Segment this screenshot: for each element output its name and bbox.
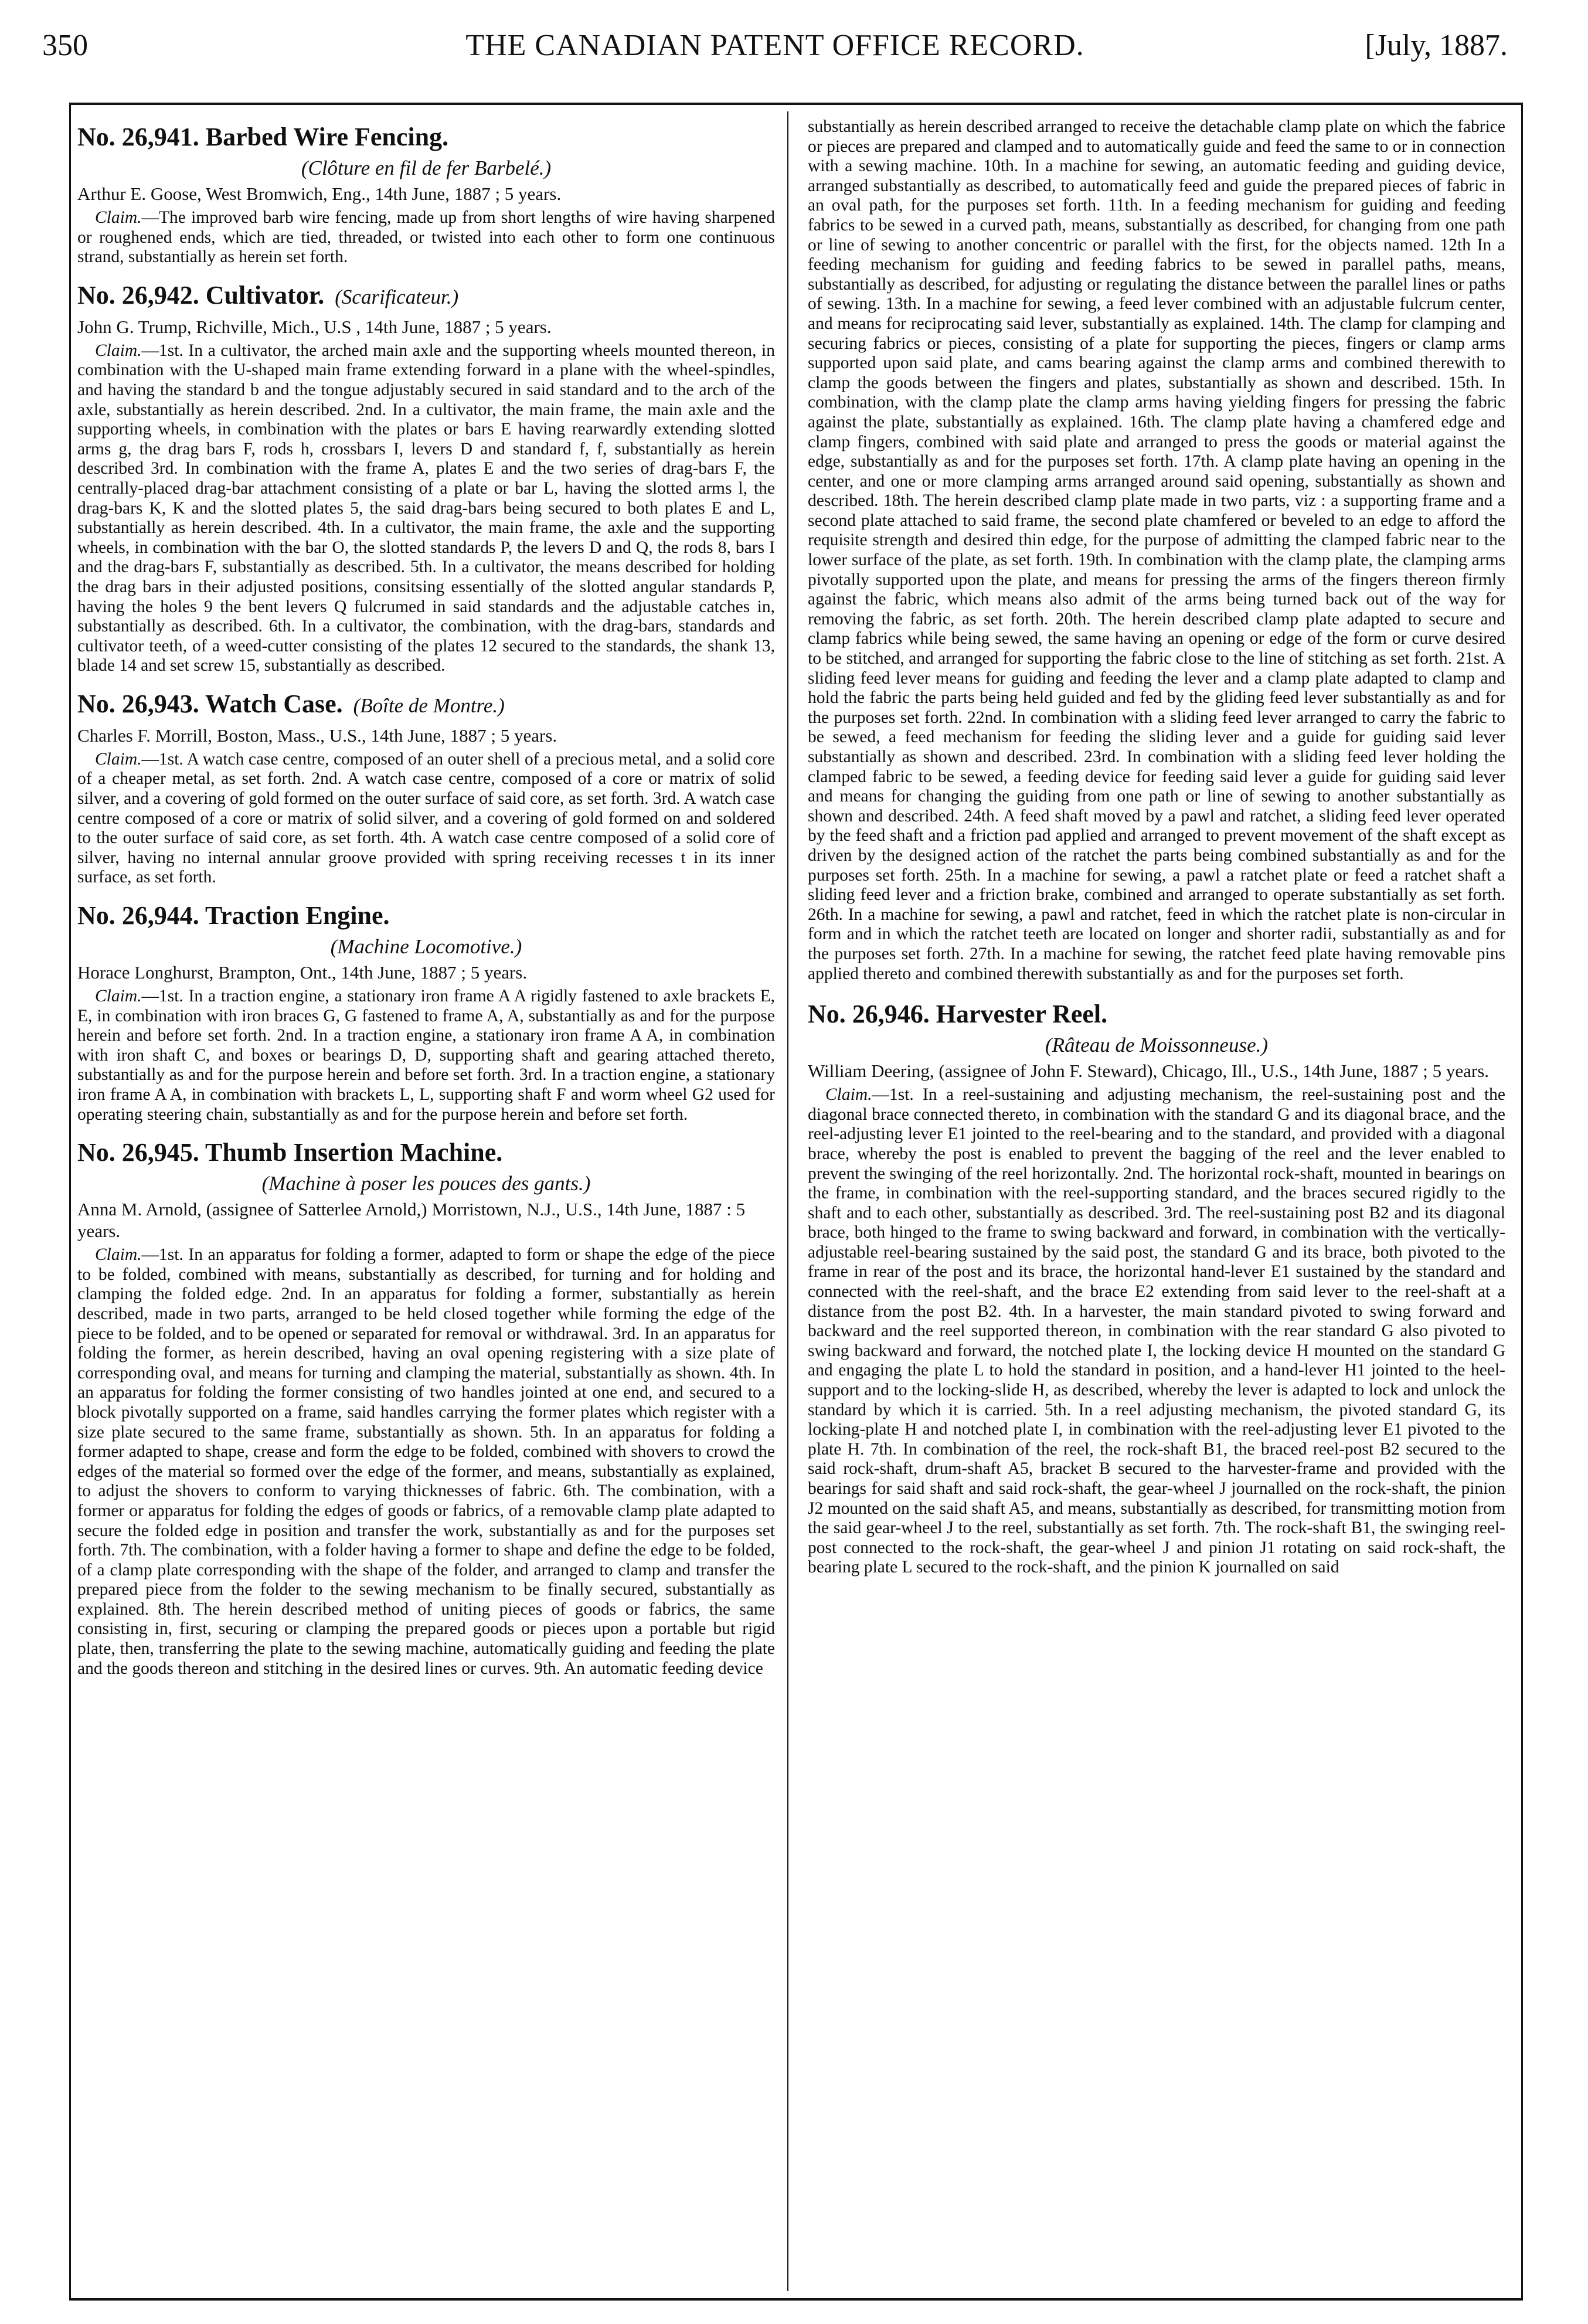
claim-text xyxy=(77,1245,775,1679)
inventor-line: Horace Longhurst, Brampton, Ont., 14th June, 1887 ; 5 years. xyxy=(77,962,528,983)
french-title: (Scarificateur.) xyxy=(335,285,459,308)
column-divider xyxy=(787,111,788,2291)
left-column xyxy=(77,117,775,2286)
claim-text xyxy=(77,750,775,888)
patent-title-text: No. 26,945. Thumb Insertion Machine. xyxy=(77,1138,503,1167)
inventor-line: Charles F. Morrill, Boston, Mass., U.S., 14th June, 1887 ; 5 years. xyxy=(77,725,557,746)
inventor-line: William Deering, (assignee of John F. Steward), Chicago, Ill., U.S., 14th June, 1887 ; 5 years. xyxy=(808,1061,1490,1082)
patent-entry xyxy=(77,901,775,1124)
claim-body: 1st. In a reel-sustaining and adjusting mechanism, the reel-sustaining post and the diagonal brace connected thereto, in combination with the standard G and its diagonal brace, and the reel-adjusting lever E1 jointed to the reel-bearing and to the standard, and provided with a diagonal brace, whereby the post is enabled to prevent the bagging of the reel and the lever enabled to prevent the swinging of the reel horizontally. 2nd. The horizontal rock-shaft, mounted in bearings on the frame, in combination with the reel-supporting standard, and the braces secured rigidly to the shaft and to each other, substantially as described. 3rd. The reel-sustaining post B2 and its diagonal brace, both hinged to the frame to swing backward and forward, in combination with the vertically-adjustable reel-bearing sustained by the said post, the standard G and its brace, both pivoted to the frame in rear of the post and its brace, the horizontal hand-lever E1 sustained by the standard and connected with the reel-shaft, and the brace E2 extending from said lever to the reel-shaft at a distance from the post B2. 4th. In a harvester, the main standard pivoted to swing forward and backward and the reel supported thereon, in combination with the rear standard G also pivoted to swing backward and forward, the notched plate I, the locking device H mounted on the standard G and engaging the plate L to hold the standard in position, and a hand-lever H1 jointed to the heel-support and to the locking-slide H, as described, whereby the lever is adapted to lock and unlock the standard by which it is carried. 5th. In a reel adjusting mechanism, the pivoted standard G, its locking-plate H and notched plate I, in combination with the reel-adjusting lever E1 pivoted to the plate H. 7th. In combination of the reel, the rock-shaft B1, the braced reel-post B2 secured to the said rock-shaft, drum-shaft A5, bracket B secured to the harvester-frame and provided with the bearings for said shaft and said rock-shaft, the gear-wheel J journalled on the rock-shaft, the pinion J2 mounted on the said shaft A5, and means, substantially as described, for transmitting motion from the said gear-wheel J to the reel, substantially as set forth. 7th. The rock-shaft B1, the swinging reel-post connected to the rock-shaft, the gear-wheel J and pinion J1 rotating on said rock-shaft, the bearing plate L secured to the rock-shaft, and the pinion K journalled on said xyxy=(808,1085,1505,1577)
patent-title xyxy=(77,901,775,931)
patent-title-text: No. 26,942. Cultivator. xyxy=(77,280,325,310)
patent-title-text: No. 26,943. Watch Case. xyxy=(77,689,343,718)
claim-label: Claim. xyxy=(825,1085,872,1105)
claim-dash: — xyxy=(872,1085,889,1105)
patent-title xyxy=(77,122,775,152)
claim-dash: — xyxy=(141,987,159,1006)
inventor-line: Arthur E. Goose, West Bromwich, Eng., 14th June, 1887 ; 5 years. xyxy=(77,184,562,204)
claim-text xyxy=(77,987,775,1124)
claim-dash: — xyxy=(141,749,159,769)
patent-title xyxy=(77,689,775,721)
claim-dash: — xyxy=(141,341,159,360)
patent-entry xyxy=(77,122,775,267)
claim-body: 1st. A watch case centre, composed of an outer shell of a precious metal, and a solid core of a cheaper metal, as set forth. 2nd. A watch case centre, composed of a core or matrix of solid silver, and a covering of gold formed on the outer surface of said core, as set forth. 3rd. A watch case centre composed of a core or matrix of solid silver, and a covering of gold formed on and soldered to the outer surface of said core, as set forth. 4th. A watch case centre composed of a solid core of silver, having no internal annular groove provided with spring receiving recesses t in its inner surface, as set forth. xyxy=(77,749,775,887)
claim-dash: — xyxy=(141,1245,159,1265)
claim-text xyxy=(808,1085,1505,1578)
claim-label: Claim. xyxy=(95,749,142,769)
french-subtitle: (Clôture en fil de fer Barbelé.) xyxy=(301,157,552,179)
patent-title xyxy=(808,999,1505,1030)
page-title: THE CANADIAN PATENT OFFICE RECORD. xyxy=(465,29,1084,62)
inventor-line: John G. Trump, Richville, Mich., U.S , 14th June, 1887 ; 5 years. xyxy=(77,316,552,337)
french-subtitle: (Machine Locomotive.) xyxy=(330,935,522,959)
continued-claim-text: substantially as herein described arranged to receive the detachable clamp plate on which the fabrice or pieces are prepared and clamped and to automatically guide and feed the same to or in connection with a sewing machine. 10th. In a machine for sewing, an automatic feeding and guiding device, arranged substantially as described, to automatically feed and guide the prepared pieces of fabric in an oval path, for the purposes set forth. 11th. In a feeding mechanism for guiding and feeding fabrics to be sewed in a curved path, means, substantially as described, for changing from one path or line of sewing to another concentric or parallel with the first, for the objects named. 12th In a feeding mechanism for guiding and feeding fabrics to be sewed in parallel paths, means, substantially as described, for adjusting or regulating the distance between the parallel lines or paths of sewing. 13th. In a machine for sewing, a feed lever combined with an adjustable fulcrum center, and means for reciprocating said lever, substantially as explained. 14th. The clamp for clamping and securing fabrics or pieces, consisting of a plate for supporting the pieces, fingers or clamp arms supported upon said plate, and cams bearing against the clamp arms and combined therewith to clamp the goods between the fingers and plates, substantially as shown and described. 15th. In combination, with the clamp plate the clamp arms having yielding fingers for pressing the fabric against the plate, substantially as explained. 16th. The clamp plate having a chamfered edge and clamp fingers, combined with said plate and arranged to press the goods or material against the edge, substantially as and for the purposes set forth. 17th. A clamp plate having an opening in the center, and one or more clamping arms arranged around said opening, substantially as shown and described. 18th. The herein described clamp plate made in two parts, viz : a supporting frame and a second plate attached to said frame, the second plate chamfered or beveled to an edge to afford the requisite strength and desired thin edge, for the purpose of admitting the clamped fabric near to the lower surface of the plate, as set forth. 19th. In combination with the clamp plate, the clamping arms pivotally supported upon the plate, and means for pressing the arms of the fingers thereon firmly against the fabric, which means also admit of the arms being turned back out of the way for removing the fabric, as set forth. 20th. The herein described clamp plate adapted to secure and clamp fabrics while being sewed, the same having an opening or edge of the form or curve desired to be stitched, and arranged for supporting the fabric close to the line of stitching as set forth. 21st. A sliding feed lever means for guiding and feeding the lever and a clamp plate adapted to clamp and hold the fabric the parts being held guided and fed by the gliding feed lever substantially as and for the purposes set forth. 22nd. In combination with a sliding feed lever arranged to carry the fabric to be sewed, a feed mechanism for feeding the sliding lever and a guide for guiding said lever substantially as shown and described. 23rd. In combination with a sliding feed lever holding the clamped fabric to be sewed, a feeding device for feeding said lever a guide for guiding said lever and means for changing the guiding from one path or line of sewing to another substantially as shown and described. 24th. A feed shaft moved by a pawl and ratchet, a sliding feed lever operated by the feed shaft and a friction pad applied and arranged to prevent movement of the shaft except as driven by the designed action of the ratchet the parts being combined substantially as and for the purposes set forth. 25th. In a machine for sewing, a pawl a ratchet plate or feed a ratchet shaft a sliding feed lever and a friction brake, combined and arranged to operate substantially as set forth. 26th. In a machine for sewing, a pawl and ratchet, feed in which the ratchet plate is non-circular in form and in which the ratchet teeth are located on longer and shorter radii, substantially as and for the purposes set forth. 27th. In a machine for sewing, the ratchet feed plate having removable pins applied thereto and combined therewith substantially as and for the purposes set forth. xyxy=(808,117,1505,983)
patent-entry xyxy=(77,280,775,676)
patent-entry xyxy=(808,999,1505,1578)
french-subtitle: (Râteau de Moissonneuse.) xyxy=(1045,1034,1269,1057)
claim-body: 1st. In an apparatus for folding a former, adapted to form or shape the edge of the piece to be folded, combined with means, substantially as described, for turning and for holding and clamping the folded edge. 2nd. In an apparatus for folding a former, substantially as herein described, made in two parts, arranged to be held closed together while forming the edge of the piece to be folded, and to be opened or separated for removal or withdrawal. 3rd. In an apparatus for folding the former, as herein described, having an oval opening registering with a size plate of corresponding oval, and means for turning and clamping the material, substantially as shown. 4th. In an apparatus for folding the former consisting of two handles jointed at one end, and secured to a block pivotally supported on a frame, said handles carrying the former plates which register with a size plate secured to the same frame, substantially as shown. 5th. In an apparatus for folding a former adapted to shape, crease and form the edge to be folded, combined with shovers to crowd the edges of the material so formed over the edge of the former, and means, substantially as explained, to adjust the shovers to conform to varying thicknesses of fabric. 6th. The combination, with a former or apparatus for folding the edges of goods or fabrics, of a removable clamp plate adapted to secure the folded edge in position and transfer the work, substantially as and for the purposes set forth. 7th. The combination, with a folder having a former to shape and define the edge to be folded, of a clamp plate corresponding with the shape of the folder, and arranged to clamp and transfer the prepared piece from the folder to the sewing mechanism to be finally secured, substantially as explained. 8th. The herein described method of uniting pieces of goods or fabrics, the same consisting in, first, securing or clamping the prepared goods or pieces upon a portable but rigid plate, then, transferring the plate to the sewing machine, automatically guiding and feeding the plate and the goods thereon and stitching in the desired lines or curves. 9th. An automatic feeding device xyxy=(77,1245,775,1678)
claim-text xyxy=(77,208,775,267)
patent-title-text: No. 26,946. Harvester Reel. xyxy=(808,1000,1108,1029)
claim-label: Claim. xyxy=(95,987,142,1006)
patent-title xyxy=(77,1137,775,1168)
claim-label: Claim. xyxy=(95,341,142,360)
patent-entry xyxy=(77,689,775,888)
page-header xyxy=(42,28,1508,69)
right-column xyxy=(808,117,1505,2286)
french-subtitle: (Machine à poser les pouces des gants.) xyxy=(261,1172,591,1195)
claim-dash: — xyxy=(141,208,159,227)
inventor-line: Anna M. Arnold, (assignee of Satterlee Arnold,) Morristown, N.J., U.S., 14th June, 1887 : 5 years. xyxy=(77,1199,746,1242)
claim-body: 1st. In a traction engine, a stationary iron frame A A rigidly fastened to axle brackets E, E, in combination with iron braces G, G fastened to frame A, A, substantially as and for the purpose herein and before set forth. 2nd. In a traction engine, a stationary iron frame A A, in combination with iron shaft C, and boxes or bearings D, D, supporting shaft and gearing attached thereto, substantially as and for the purpose herein and before set forth. 3rd. In a traction engine, a stationary iron frame A A, in combination with brackets L, L, supporting shaft F and worm wheel G2 used for operating steering chain, substantially as and for the purpose herein and before set forth. xyxy=(77,987,775,1124)
patent-title-text: No. 26,941. Barbed Wire Fencing. xyxy=(77,123,449,151)
patent-title xyxy=(77,280,775,312)
issue-date: [July, 1887. xyxy=(1365,29,1508,62)
claim-label: Claim. xyxy=(95,208,142,227)
page-number: 350 xyxy=(42,29,88,62)
claim-label: Claim. xyxy=(95,1245,142,1265)
french-title: (Boîte de Montre.) xyxy=(353,694,505,717)
patent-entry xyxy=(77,1137,775,1679)
claim-body: 1st. In a cultivator, the arched main axle and the supporting wheels mounted thereon, in combination with the U-shaped main frame extending forward in a plane with the wheel-spindles, and having the standard b and the tongue adjustably secured in said standard and to the arch of the axle, substantially as herein described. 2nd. In a cultivator, the main frame, the main axle and the supporting wheels, in combination with the plates or bars E having rearwardly extending slotted arms g, the drag bars F, rods h, crossbars I, levers D and standard f, f, substantially as herein described 3rd. In combination with the frame A, plates E and the two series of drag-bars F, the centrally-placed drag-bar attachment consisting of a plate or bar L, having the slotted arms l, the drag-bars K, K and the slotted plates 5, the said drag-bars being secured to both plates E and L, substantially as herein described. 4th. In a cultivator, the main frame, the axle and the supporting wheels, in combination with the bar O, the slotted standards P, the levers D and Q, the rods 8, bars I and the drag-bars F, substantially as described. 5th. In a cultivator, the means described for holding the drag bars in their adjusted positions, consitsing essentially of the slotted angular standards P, having the holes 9 the bent levers Q fulcrumed in said standards and the adjustable catches in, substantially as described. 6th. In a cultivator, the combination, with the drag-bars, standards and cultivator teeth, of a weed-cutter consisting of the plates 12 secured to the standards, the shank 13, blade 14 and set screw 15, substantially as described. xyxy=(77,341,775,675)
claim-text xyxy=(77,341,775,676)
patent-title-text: No. 26,944. Traction Engine. xyxy=(77,901,390,930)
claim-body: The improved barb wire fencing, made up from short lengths of wire having sharpened or roughened ends, which are tied, threaded, or twisted into each other to form one continuous strand, substantially as herein set forth. xyxy=(77,208,775,267)
